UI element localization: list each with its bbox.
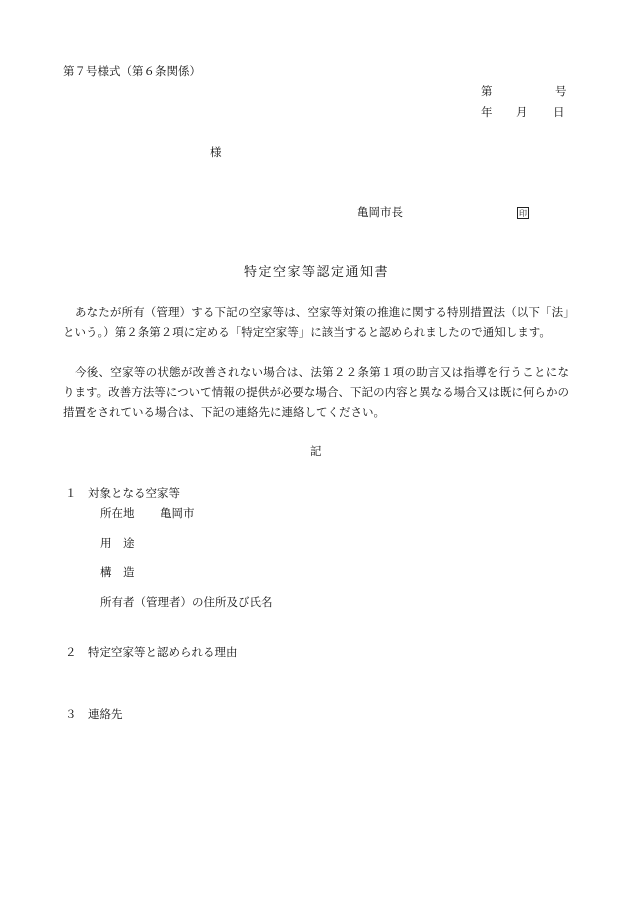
section-3-number: ３ — [65, 707, 77, 721]
doc-number-prefix: 第 — [481, 84, 493, 98]
section-2-heading: 特定空家等と認められる理由 — [88, 645, 238, 659]
date-month: 月 — [516, 105, 528, 119]
ki-heading: 記 — [310, 444, 322, 458]
seal-icon: 印 — [519, 209, 527, 218]
section-1-number: １ — [65, 486, 77, 500]
body-paragraph-1: あなたが所有（管理）する下記の空家等は、空家等対策の推進に関する特別措置法（以下「法」という。）第２条第２項に定める「特定空家等」に該当すると認められましたので通知します。 — [63, 305, 569, 339]
date-day: 日 — [553, 105, 565, 119]
date-year: 年 — [481, 105, 493, 119]
seal-mark — [517, 207, 529, 219]
document-title: 特定空家等認定通知書 — [244, 265, 390, 280]
structure-label: 構 造 — [100, 565, 135, 579]
section-1-heading: 対象となる空家等 — [88, 486, 180, 500]
sender-title: 亀岡市長 — [357, 205, 403, 219]
doc-number-suffix: 号 — [555, 84, 567, 98]
use-label: 用 途 — [100, 536, 135, 550]
body-paragraph-2: 今後、空家等の状態が改善されない場合は、法第２２条第１項の助言又は指導を行うことになります。改善方法等について情報の提供が必要な場合、下記の内容と異なる場合又は既に何らかの措置をされている場合は、下記の連絡先に連絡してください。 — [63, 365, 569, 419]
section-2-number: ２ — [65, 645, 77, 659]
location-label: 所在地 — [100, 506, 135, 520]
form-label: 第７号様式（第６条関係） — [63, 64, 201, 78]
recipient-honorific: 様 — [210, 145, 222, 159]
owner-label: 所有者（管理者）の住所及び氏名 — [100, 595, 273, 609]
location-value: 亀岡市 — [160, 506, 195, 520]
section-3-heading: 連絡先 — [88, 707, 123, 721]
